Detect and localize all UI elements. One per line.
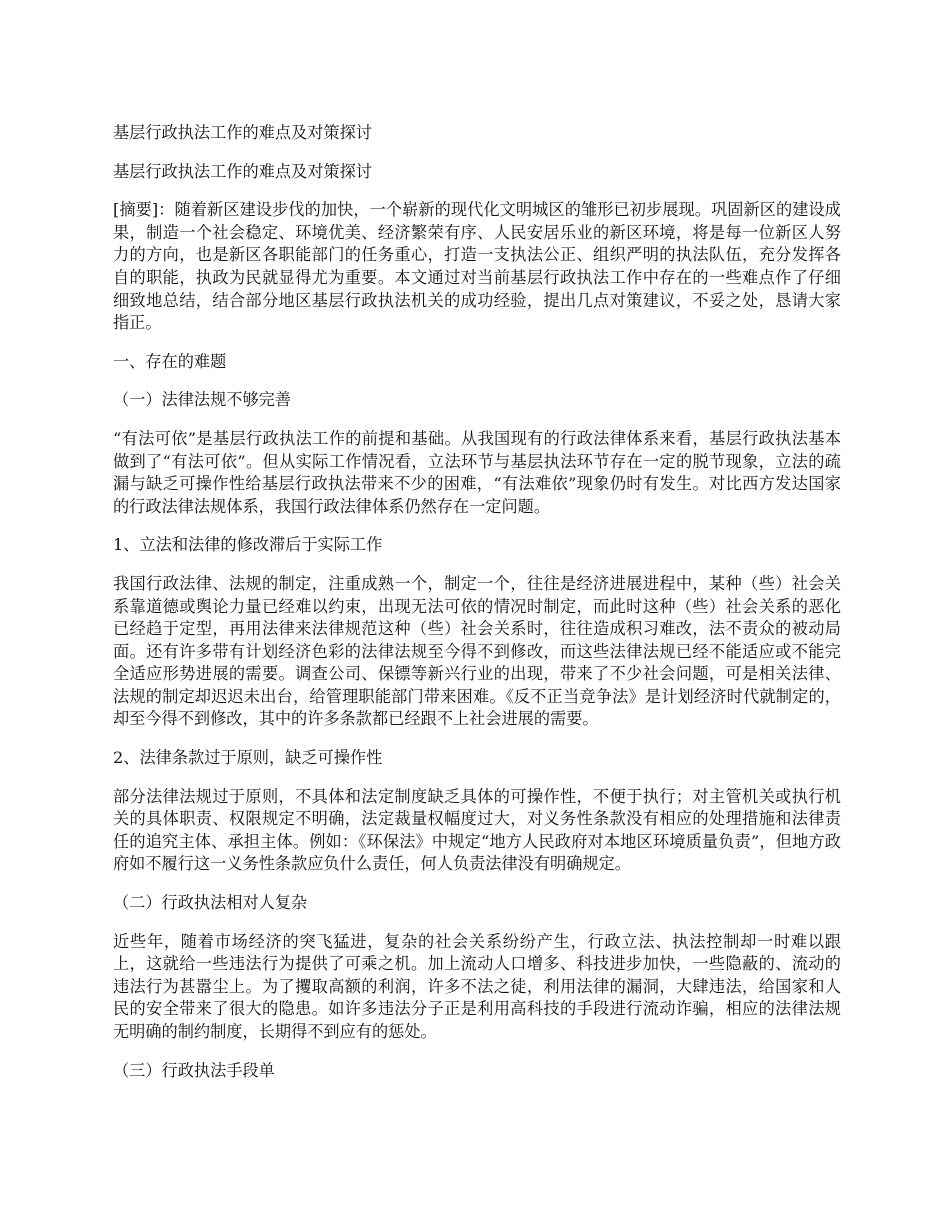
abstract-paragraph: [摘要]：随着新区建设步伐的加快，一个崭新的现代化文明城区的雏形已初步展现。巩固新区的建设成果，制造一个社会稳定、环境优美、经济繁荣有序、人民安居乐业的新区环境，将是每一位新区人努力的方向，也是新区各职能部门的任务重心，打造一支执法公正、组织严明的执法队伍，充分发挥各自的职能，执政为民就显得尤为重要。本文通过对当前基层行政执法工作中存在的一些难点作了仔细细致地总结，结合部分地区基层行政执法机关的成功经验，提出几点对策建议，不妥之处，恳请大家指正。 xyxy=(113,200,841,333)
subsection-paragraph-counterparts: 近些年，随着市场经济的突飞猛进，复杂的社会关系纷纷产生，行政立法、执法控制却一时难以跟上，这就给一些违法行为提供了可乘之机。加上流动人口增多、科技进步加快，一些隐蔽的、流动的违法行为甚嚣尘上。为了攫取高额的利润，许多不法之徒，利用法律的漏洞，大肆违法，给国家和人民的安全带来了很大的隐患。如许多违法分子正是利用高科技的手段进行流动诈骗，相应的法律法规无明确的制约制度，长期得不到应有的惩处。 xyxy=(113,931,841,1041)
point-heading-operability: 2、法律条款过于原则，缺乏可操作性 xyxy=(113,748,383,768)
subsection-heading-counterparts: （二）行政执法相对人复杂 xyxy=(113,893,308,913)
point-paragraph-legislation-lag: 我国行政法律、法规的制定，注重成熟一个，制定一个，往往是经济进展进程中，某种（些）社会关系靠道德或舆论力量已经难以约束，出现无法可依的情况时制定，而此时这种（些）社会关系的恶化已经趋于定型，再用法律来法律规范这种（些）社会关系时，往往造成积习难改，法不责众的被动局面。还有许多带有计划经济色彩的法律法规至今得不到修改，而这些法律法规已经不能适应或不能完全适应形势进展的需要。调查公司、保镖等新兴行业的出现，带来了不少社会问题，可是相关法律、法规的制定却迟迟未出台，给管理职能部门带来困难。《反不正当竞争法》是计划经济时代就制定的，却至今得不到修改，其中的许多条款都已经跟不上社会进展的需要。 xyxy=(113,573,841,729)
document-page xyxy=(113,122,841,1098)
subsection-paragraph-laws: “有法可依”是基层行政执法工作的前提和基础。从我国现有的行政法律体系来看，基层行政执法基本做到了“有法可依”。但从实际工作情况看，立法环节与基层执法环节存在一定的脱节现象，立法的疏漏与缺乏可操作性给基层行政执法带来不少的困难，“有法难依”现象仍时有发生。对比西方发达国家的行政法律法规体系，我国行政法律体系仍然存在一定问题。 xyxy=(113,428,841,516)
document-title: 基层行政执法工作的难点及对策探讨 xyxy=(113,123,372,142)
subsection-heading-means: （三）行政执法手段单 xyxy=(113,1060,275,1080)
point-paragraph-operability: 部分法律法规过于原则，不具体和法定制度缺乏具体的可操作性，不便于执行；对主管机关或执行机关的具体职责、权限规定不明确，法定裁量权幅度过大，对义务性条款没有相应的处理措施和法律责任的追究主体、承担主体。例如：《环保法》中规定“地方人民政府对本地区环境质量负责”，但地方政府如不履行这一义务性条款应负什么责任，何人负责法律没有明确规定。 xyxy=(113,786,841,874)
section-heading-problems: 一、存在的难题 xyxy=(113,351,227,371)
point-heading-legislation-lag: 1、立法和法律的修改滞后于实际工作 xyxy=(113,535,383,555)
subsection-heading-laws: （一）法律法规不够完善 xyxy=(113,390,292,410)
document-subtitle: 基层行政执法工作的难点及对策探讨 xyxy=(113,161,372,181)
